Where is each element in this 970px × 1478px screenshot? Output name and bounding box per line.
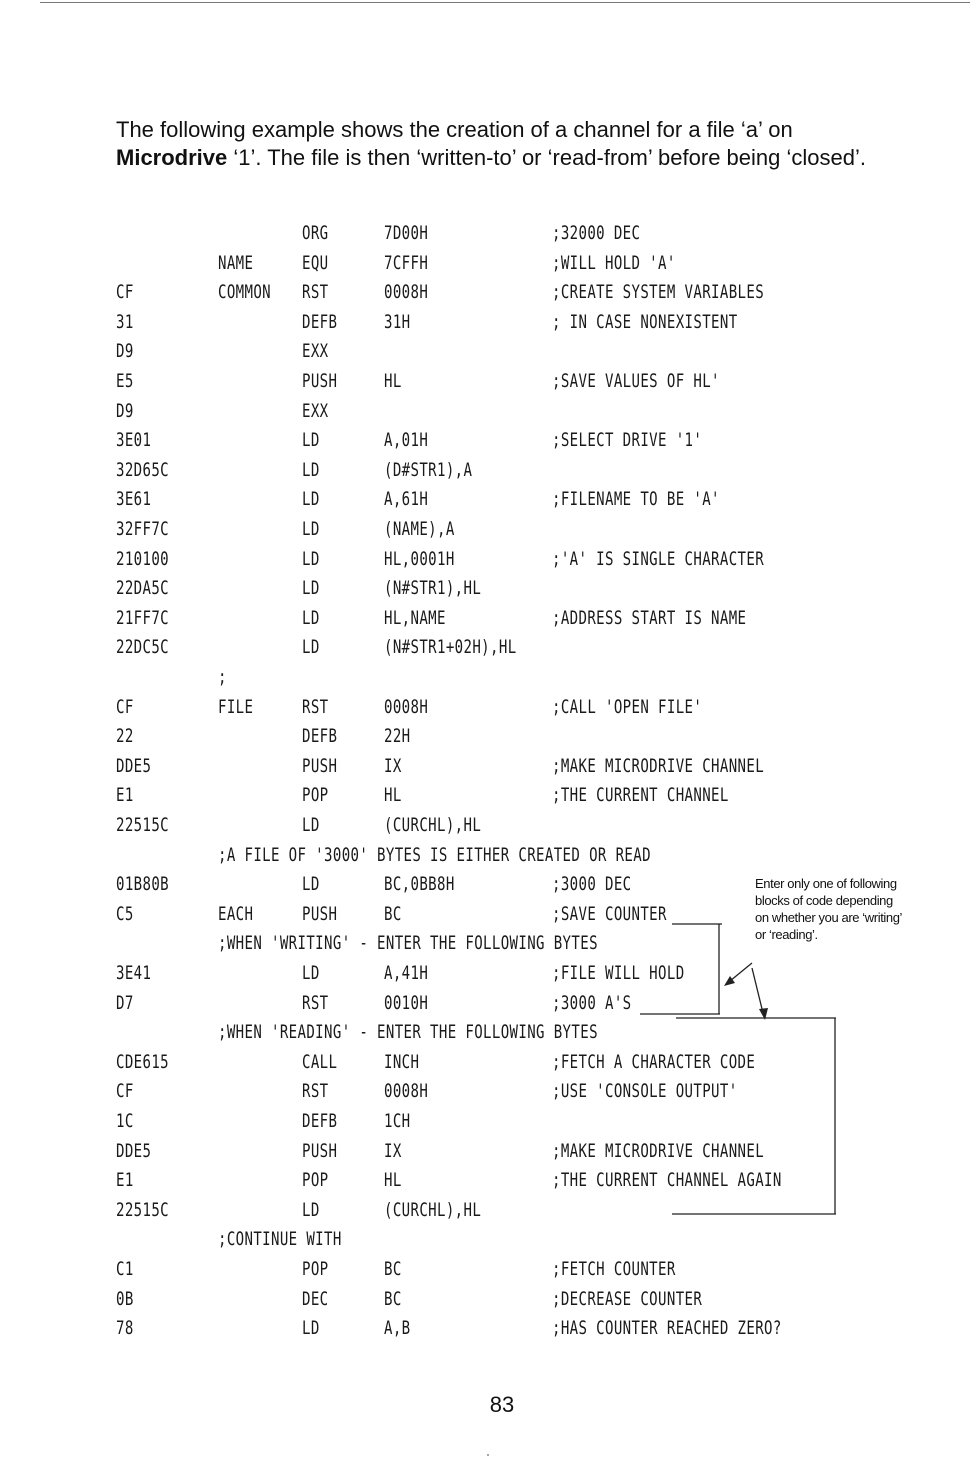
mnemonic: LD bbox=[302, 429, 320, 452]
operand: A,B bbox=[384, 1317, 411, 1340]
hex-code: 3E01 bbox=[116, 429, 152, 452]
hex-code: 31 bbox=[116, 310, 134, 333]
hex-code: 1C bbox=[116, 1110, 134, 1132]
listing-row bbox=[0, 784, 970, 814]
operand: 7CFFH bbox=[384, 251, 429, 274]
hex-code: D9 bbox=[116, 340, 134, 363]
operand: 1CH bbox=[384, 1110, 411, 1132]
comment: ;HAS COUNTER REACHED ZERO? bbox=[552, 1317, 782, 1340]
comment: ;FETCH A CHARACTER CODE bbox=[552, 1050, 756, 1073]
hex-code: C1 bbox=[116, 1258, 134, 1280]
operand: IX bbox=[384, 1139, 402, 1162]
listing-comment-line: ;WHEN 'WRITING' - ENTER THE FOLLOWING BYTES bbox=[218, 932, 598, 955]
operand: HL bbox=[384, 784, 402, 807]
comment: ;MAKE MICRODRIVE CHANNEL bbox=[552, 1139, 765, 1162]
comment: ;CALL 'OPEN FILE' bbox=[552, 695, 703, 718]
mnemonic: DEFB bbox=[302, 310, 338, 333]
asm-label: ; bbox=[218, 666, 227, 688]
operand: (CURCHL),HL bbox=[384, 1198, 482, 1221]
hex-code: 210100 bbox=[116, 547, 170, 570]
mnemonic: POP bbox=[302, 784, 329, 807]
hex-code: CDE615 bbox=[116, 1050, 170, 1073]
listing-row bbox=[0, 459, 970, 489]
listing-row bbox=[0, 577, 970, 607]
mnemonic: LD bbox=[302, 518, 320, 540]
mnemonic: PUSH bbox=[302, 754, 338, 777]
listing-row bbox=[0, 252, 970, 282]
comment: ;THE CURRENT CHANNEL AGAIN bbox=[552, 1169, 782, 1192]
operand: BC,0BB8H bbox=[384, 873, 455, 896]
listing-row bbox=[0, 518, 970, 548]
mnemonic: DEFB bbox=[302, 1110, 338, 1132]
hex-code: CF bbox=[116, 695, 134, 718]
operand: A,61H bbox=[384, 488, 429, 511]
mnemonic: LD bbox=[302, 606, 320, 629]
hex-code: 22DC5C bbox=[116, 636, 170, 659]
listing-row bbox=[0, 696, 970, 726]
intro-text-1: The following example shows the creation of a channel for a file ‘a’ on bbox=[116, 117, 793, 142]
hex-code: 3E61 bbox=[116, 488, 152, 511]
comment: ;FETCH COUNTER bbox=[552, 1258, 676, 1280]
mnemonic: PUSH bbox=[302, 902, 338, 925]
operand: (CURCHL),HL bbox=[384, 814, 482, 836]
mnemonic: LD bbox=[302, 458, 320, 481]
hex-code: 3E41 bbox=[116, 962, 152, 984]
hex-code: 22DA5C bbox=[116, 577, 170, 600]
mnemonic: RST bbox=[302, 1080, 329, 1103]
mnemonic: DEFB bbox=[302, 725, 338, 748]
listing-row bbox=[0, 429, 970, 459]
hex-code: 22515C bbox=[116, 1198, 170, 1221]
listing-row bbox=[0, 340, 970, 370]
asm-label: FILE bbox=[218, 695, 254, 718]
hex-code: D9 bbox=[116, 399, 134, 422]
mnemonic: EQU bbox=[302, 251, 329, 274]
comment: ;THE CURRENT CHANNEL bbox=[552, 784, 729, 807]
hex-code: DDE5 bbox=[116, 1139, 152, 1162]
comment: ;WILL HOLD 'A' bbox=[552, 251, 676, 274]
operand: (D#STR1),A bbox=[384, 458, 473, 481]
hex-code: E5 bbox=[116, 370, 134, 392]
listing-row bbox=[0, 1199, 970, 1229]
listing-row bbox=[0, 607, 970, 637]
mnemonic: CALL bbox=[302, 1050, 338, 1073]
listing-comment-line: ;A FILE OF '3000' BYTES IS EITHER CREATED OR READ bbox=[218, 843, 651, 866]
listing-row bbox=[0, 1021, 970, 1051]
listing-row bbox=[0, 992, 970, 1022]
operand: HL,0001H bbox=[384, 547, 455, 570]
hex-code: 78 bbox=[116, 1317, 134, 1340]
listing-row bbox=[0, 636, 970, 666]
comment: ;SAVE COUNTER bbox=[552, 902, 667, 925]
comment: ;MAKE MICRODRIVE CHANNEL bbox=[552, 754, 765, 777]
mnemonic: LD bbox=[302, 873, 320, 896]
listing-comment-line: ;WHEN 'READING' - ENTER THE FOLLOWING BYTES bbox=[218, 1021, 598, 1044]
listing-row bbox=[0, 1169, 970, 1199]
operand: HL bbox=[384, 370, 402, 392]
operand: 22H bbox=[384, 725, 411, 748]
hex-code: 22515C bbox=[116, 814, 170, 836]
operand: 0008H bbox=[384, 281, 429, 304]
hex-code: 32FF7C bbox=[116, 518, 170, 540]
hex-code: 0B bbox=[116, 1287, 134, 1310]
mnemonic: PUSH bbox=[302, 370, 338, 392]
operand: 0010H bbox=[384, 991, 429, 1014]
listing-row bbox=[0, 1080, 970, 1110]
asm-label: COMMON bbox=[218, 281, 272, 304]
mnemonic: RST bbox=[302, 991, 329, 1014]
hex-code: CF bbox=[116, 281, 134, 304]
listing-row bbox=[0, 844, 970, 874]
operand: IX bbox=[384, 754, 402, 777]
intro-bold-term: Microdrive bbox=[116, 145, 228, 170]
mnemonic: PUSH bbox=[302, 1139, 338, 1162]
operand: 31H bbox=[384, 310, 411, 333]
hex-code: 22 bbox=[116, 725, 134, 748]
operand: A,41H bbox=[384, 962, 429, 984]
mnemonic: POP bbox=[302, 1258, 329, 1280]
listing-row bbox=[0, 755, 970, 785]
listing-row bbox=[0, 962, 970, 992]
operand: BC bbox=[384, 1287, 402, 1310]
intro-text-2: ‘1’. The file is then ‘written-to’ or ‘read-from’ before being ‘closed’. bbox=[227, 145, 866, 170]
operand: 7D00H bbox=[384, 222, 429, 244]
comment: ;3000 A'S bbox=[552, 991, 632, 1014]
operand: (N#STR1),HL bbox=[384, 577, 482, 600]
mnemonic: LD bbox=[302, 547, 320, 570]
comment: ;FILE WILL HOLD bbox=[552, 962, 685, 984]
page-number: 83 bbox=[489, 1392, 515, 1417]
mnemonic: POP bbox=[302, 1169, 329, 1192]
listing-row bbox=[0, 1258, 970, 1288]
comment: ;'A' IS SINGLE CHARACTER bbox=[552, 547, 765, 570]
listing-row bbox=[0, 1140, 970, 1170]
listing-row bbox=[0, 1288, 970, 1318]
comment: ;CREATE SYSTEM VARIABLES bbox=[552, 281, 765, 304]
comment: ; IN CASE NONEXISTENT bbox=[552, 310, 738, 333]
listing-row bbox=[0, 666, 970, 696]
mnemonic: EXX bbox=[302, 399, 329, 422]
operand: (N#STR1+02H),HL bbox=[384, 636, 517, 659]
mnemonic: DEC bbox=[302, 1287, 329, 1310]
operand: BC bbox=[384, 1258, 402, 1280]
margin-annotation: Enter only one of following blocks of code depending on whether you are ‘writing’ or ‘reading’. bbox=[755, 876, 902, 942]
comment: ;ADDRESS START IS NAME bbox=[552, 606, 747, 629]
listing-row bbox=[0, 400, 970, 430]
listing-row bbox=[0, 1051, 970, 1081]
comment: ;SELECT DRIVE '1' bbox=[552, 429, 703, 452]
listing-row bbox=[0, 281, 970, 311]
listing-row bbox=[0, 548, 970, 578]
hex-code: 21FF7C bbox=[116, 606, 170, 629]
listing-comment-line: ;CONTINUE WITH bbox=[218, 1228, 342, 1251]
operand: BC bbox=[384, 902, 402, 925]
mnemonic: EXX bbox=[302, 340, 329, 363]
listing-row bbox=[0, 488, 970, 518]
listing-row bbox=[0, 725, 970, 755]
listing-row bbox=[0, 222, 970, 252]
hex-code: 01B80B bbox=[116, 873, 170, 896]
comment: ;SAVE VALUES OF HL' bbox=[552, 370, 720, 392]
mnemonic: LD bbox=[302, 577, 320, 600]
listing-row bbox=[0, 1228, 970, 1258]
comment: ;32000 DEC bbox=[552, 222, 641, 244]
operand: 0008H bbox=[384, 1080, 429, 1103]
operand: HL,NAME bbox=[384, 606, 446, 629]
mnemonic: LD bbox=[302, 488, 320, 511]
mnemonic: LD bbox=[302, 814, 320, 836]
comment: ;FILENAME TO BE 'A' bbox=[552, 488, 720, 511]
hex-code: CF bbox=[116, 1080, 134, 1103]
listing-row bbox=[0, 311, 970, 341]
hex-code: E1 bbox=[116, 784, 134, 807]
comment: ;3000 DEC bbox=[552, 873, 632, 896]
mnemonic: RST bbox=[302, 281, 329, 304]
listing-row bbox=[0, 1110, 970, 1140]
comment: ;USE 'CONSOLE OUTPUT' bbox=[552, 1080, 738, 1103]
hex-code: DDE5 bbox=[116, 754, 152, 777]
operand: HL bbox=[384, 1169, 402, 1192]
mnemonic: LD bbox=[302, 1198, 320, 1221]
comment: ;DECREASE COUNTER bbox=[552, 1287, 703, 1310]
hex-code: D7 bbox=[116, 991, 134, 1014]
mnemonic: ORG bbox=[302, 222, 329, 244]
operand: 0008H bbox=[384, 695, 429, 718]
asm-label: NAME bbox=[218, 251, 254, 274]
mnemonic: LD bbox=[302, 636, 320, 659]
hex-code: 32D65C bbox=[116, 458, 170, 481]
operand: (NAME),A bbox=[384, 518, 455, 540]
operand: INCH bbox=[384, 1050, 420, 1073]
mnemonic: RST bbox=[302, 695, 329, 718]
listing-row bbox=[0, 370, 970, 400]
mnemonic: LD bbox=[302, 962, 320, 984]
listing-row bbox=[0, 814, 970, 844]
hex-code: E1 bbox=[116, 1169, 134, 1192]
listing-row bbox=[0, 1317, 970, 1347]
operand: A,01H bbox=[384, 429, 429, 452]
hex-code: C5 bbox=[116, 902, 134, 925]
mnemonic: LD bbox=[302, 1317, 320, 1340]
stray-dot bbox=[487, 1454, 489, 1456]
asm-label: EACH bbox=[218, 902, 254, 925]
